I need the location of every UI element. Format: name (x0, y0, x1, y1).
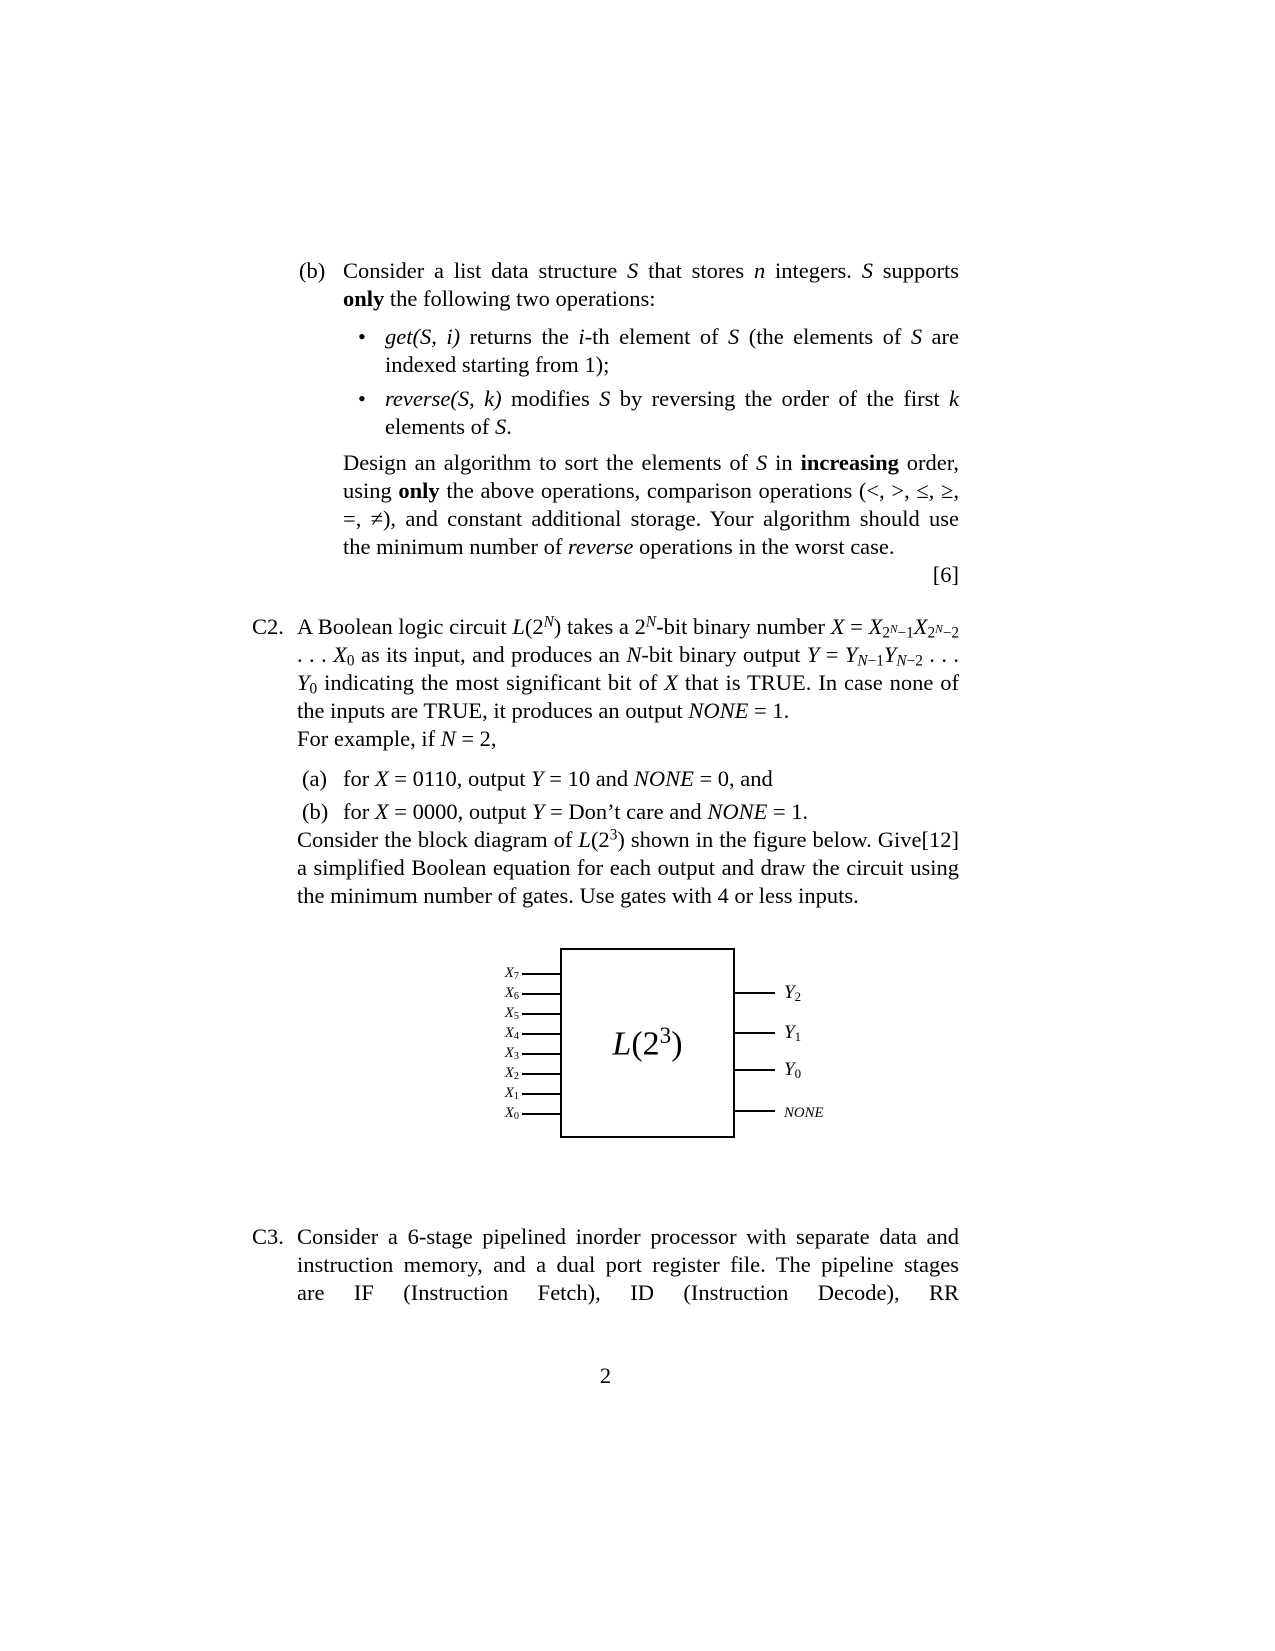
c3-label: C3. (252, 1224, 284, 1249)
c2-example-paragraph: For example, if N = 2, (297, 726, 497, 751)
input-row-x2 (483, 1064, 560, 1084)
block-diagram-figure (297, 948, 959, 1143)
item-b-body (343, 257, 959, 589)
input-label-x4: X4 (504, 1024, 519, 1043)
c3-body (297, 1223, 959, 1307)
get-operation-text: get(S, i) returns the i-th element of S (the elements of S are indexed starting from 1); (385, 324, 960, 377)
marks-badge: [6] (932, 562, 959, 587)
c2-label: C2. (252, 614, 284, 639)
input-wire (522, 1113, 560, 1115)
input-label-x0: X0 (504, 1104, 519, 1123)
output-row-y2 (733, 983, 801, 1003)
input-label-x5: X5 (504, 1004, 519, 1023)
output-wire (733, 1032, 775, 1034)
input-wire (522, 1093, 560, 1095)
c2-subitem-b (297, 798, 959, 826)
operations-list (343, 323, 959, 441)
input-row-x4 (483, 1024, 560, 1044)
bullet-icon: • (358, 324, 366, 349)
c3-text-line: Consider a 6-stage pipelined inorder processor with separate data and (297, 1224, 959, 1249)
l2n-box-label: $L(2^3)$ (612, 1022, 683, 1063)
output-label-none: NONE (784, 1104, 824, 1121)
output-wire (733, 1069, 775, 1071)
input-wire (522, 1053, 560, 1055)
c3-text-line: instruction memory, and a dual port register file. The pipeline stages (297, 1252, 959, 1277)
c2-intro-paragraph: A Boolean logic circuit $L(2^N)$ takes a $2^N$-bit binary number X = X2N−1X2N−2 . . . X0 as its input, and produces an N-bit binary output Y = YN−1YN−2 . . . Y0 indicating the most significant bit of X that is TRUE. In case none of the inputs are TRUE, it produces an output NONE = 1. (297, 613, 960, 723)
input-wire (522, 993, 560, 995)
input-row-x6 (483, 984, 560, 1004)
question-c3 (252, 1223, 959, 1307)
list-item (343, 385, 959, 441)
c3-text-line: are IF (Instruction Fetch), ID (Instruction Decode), RR (297, 1280, 959, 1305)
input-wire (522, 1033, 560, 1035)
output-wire (733, 992, 775, 994)
input-wire (522, 973, 560, 975)
input-label-x3: X3 (504, 1044, 519, 1063)
subitem-b-label: (b) (302, 799, 329, 824)
design-paragraph: Design an algorithm to sort the elements of S in increasing order, using only the above operations, comparison operations (<, >, ≤, ≥, =, ≠), and constant additional storage. Your algorithm should use the minimum number of reverse operations in the worst case. (343, 450, 959, 559)
c2-body (297, 613, 959, 1199)
page-number: 2 (599, 1363, 612, 1388)
input-row-x7 (483, 964, 560, 984)
page-content (252, 257, 959, 1307)
c2-figure-paragraph (297, 826, 959, 910)
output-row-y0 (733, 1060, 801, 1080)
input-row-x0 (483, 1104, 560, 1124)
input-row-x1 (483, 1084, 560, 1104)
question-c2 (252, 613, 959, 1199)
c2-figure-paragraph-text: Consider the block diagram of $L(2^3)$ shown in the figure below. Give a simplified Boolean equation for each output and draw the circuit using the minimum number of gates. Use gates with 4 or less inputs. (297, 826, 959, 908)
output-row-none (733, 1101, 824, 1121)
output-label-y1: Y1 (784, 1021, 802, 1044)
output-label-y0: Y0 (784, 1058, 802, 1081)
output-label-y2: Y2 (784, 981, 802, 1004)
subitem-a-text: for X = 0110, output Y = 10 and NONE = 0, and (343, 766, 773, 791)
input-wire (522, 1013, 560, 1015)
input-label-x2: X2 (504, 1064, 519, 1083)
question-item-b (299, 257, 959, 589)
input-label-x6: X6 (504, 984, 519, 1003)
input-label-x7: X7 (504, 964, 519, 983)
item-b-intro-paragraph: Consider a list data structure S that stores n integers. S supports only the following two operations: (343, 258, 960, 311)
subitem-b-text: for X = 0000, output Y = Don’t care and NONE = 1. (343, 799, 809, 824)
input-row-x5 (483, 1004, 560, 1024)
subitem-a-label: (a) (302, 766, 327, 791)
input-wire (522, 1073, 560, 1075)
c2-subitem-a (297, 765, 959, 793)
bullet-icon: • (358, 386, 366, 411)
reverse-operation-text: reverse(S, k) modifies S by reversing the order of the first k elements of S. (385, 386, 959, 439)
l2n-box (560, 948, 735, 1138)
list-item (343, 323, 959, 379)
item-b-label: (b) (299, 258, 326, 283)
input-row-x3 (483, 1044, 560, 1064)
input-label-x1: X1 (504, 1084, 519, 1103)
output-wire (733, 1110, 775, 1112)
output-row-y1 (733, 1023, 801, 1043)
marks-badge: [12] (921, 827, 959, 852)
